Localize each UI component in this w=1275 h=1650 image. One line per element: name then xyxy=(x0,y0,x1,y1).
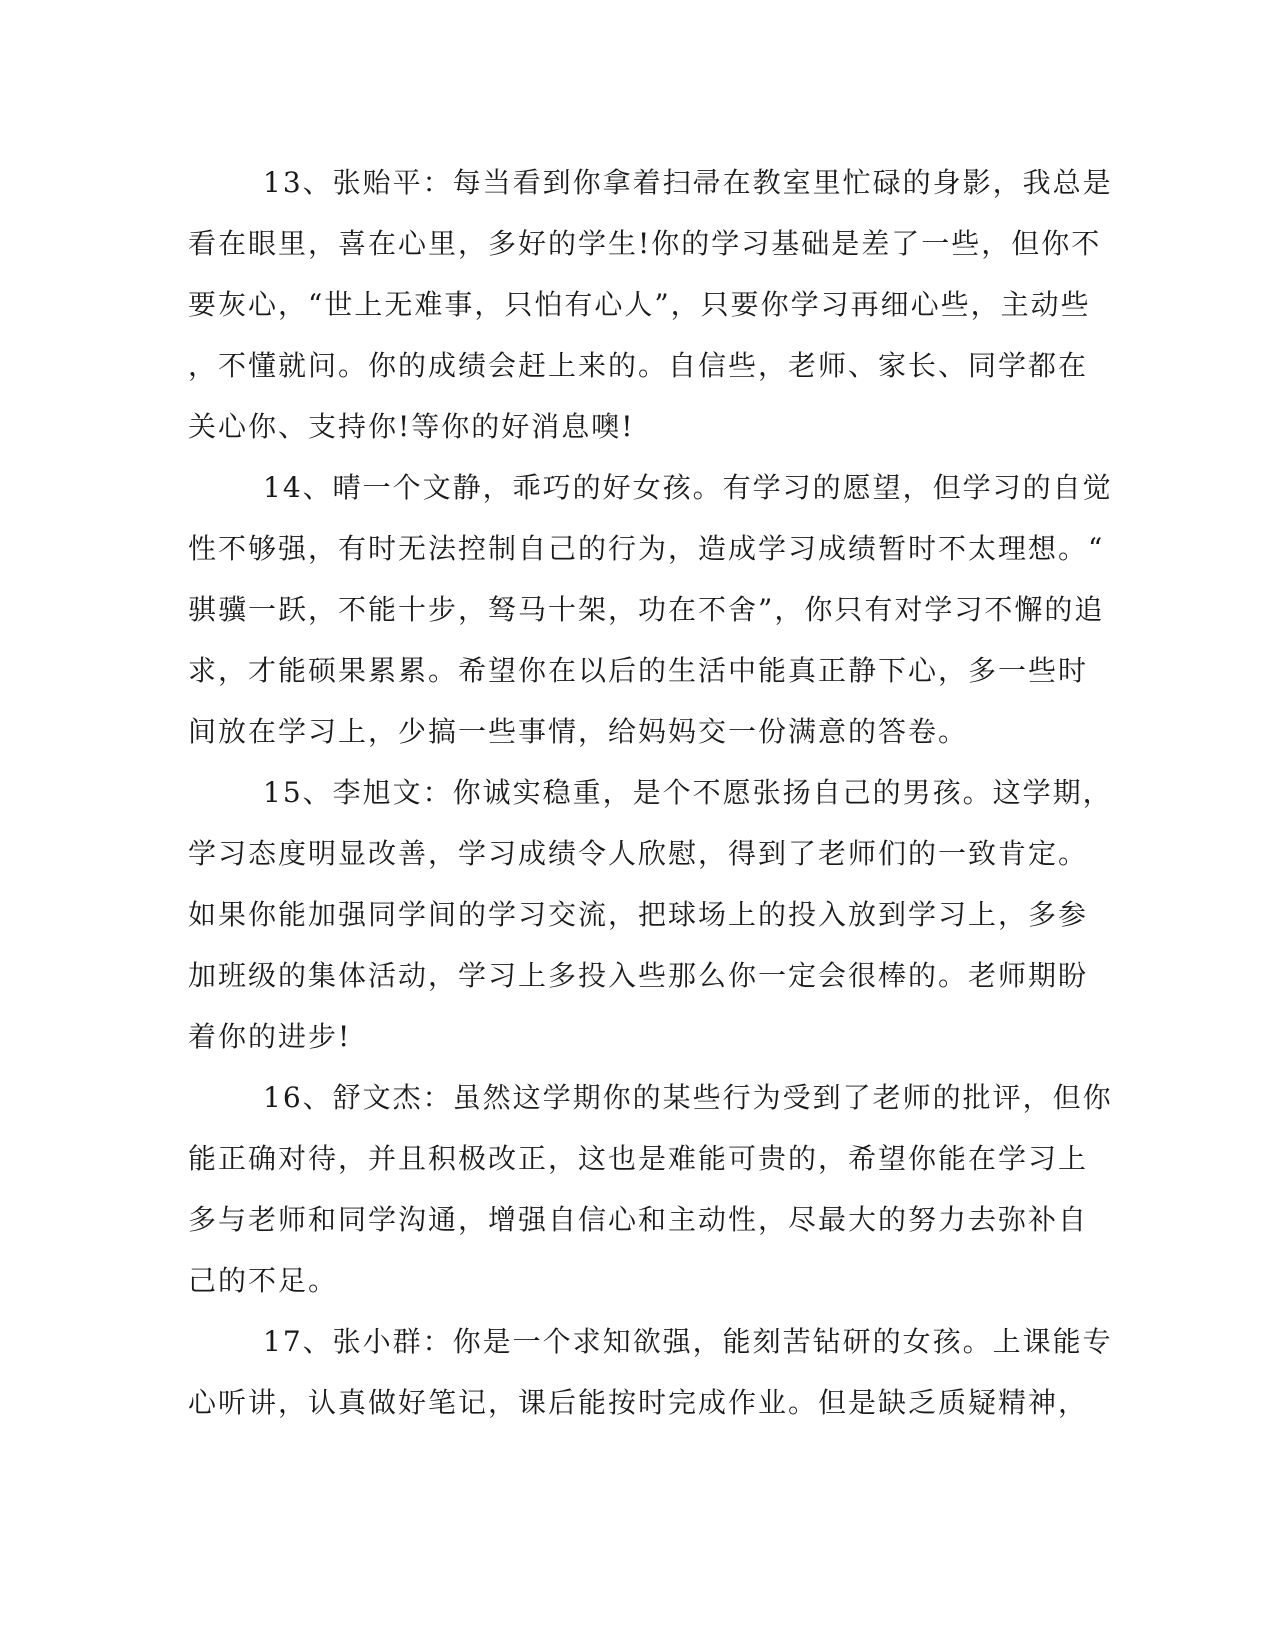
paragraph-line: 学习态度明显改善，学习成绩令人欣慰，得到了老师们的一致肯定。 xyxy=(188,837,1089,870)
paragraph-line: 着你的进步! xyxy=(188,1020,352,1053)
paragraph-line: 要灰心，“世上无难事，只怕有心人”，只要你学习再细心些，主动些 xyxy=(188,288,1091,321)
document-body xyxy=(188,152,1113,1433)
paragraph-line: 看在眼里，喜在心里，多好的学生!你的学习基础是差了一些，但你不 xyxy=(188,227,1102,260)
comment-paragraph-14 xyxy=(188,457,1113,762)
paragraph-line: 能正确对待，并且积极改正，这也是难能可贵的，希望你能在学习上 xyxy=(188,1142,1089,1175)
paragraph-line: 多与老师和同学沟通，增强自信心和主动性，尽最大的努力去弥补自 xyxy=(188,1203,1089,1236)
paragraph-line: 加班级的集体活动，学习上多投入些那么你一定会很棒的。老师期盼 xyxy=(188,959,1089,992)
paragraph-line: 求，才能硕果累累。希望你在以后的生活中能真正静下心，多一些时 xyxy=(188,654,1089,687)
paragraph-line: 16、舒文杰：虽然这学期你的某些行为受到了老师的批评，但你 xyxy=(263,1081,1113,1114)
comment-paragraph-17 xyxy=(188,1311,1113,1433)
paragraph-line: 己的不足。 xyxy=(188,1264,339,1297)
paragraph-line: 如果你能加强同学间的学习交流，把球场上的投入放到学习上，多参 xyxy=(188,898,1089,931)
paragraph-line: ，不懂就问。你的成绩会赶上来的。自信些，老师、家长、同学都在 xyxy=(188,349,1089,382)
paragraph-line: 骐骥一跃，不能十步，驽马十架，功在不舍”，你只有对学习不懈的追 xyxy=(188,593,1105,626)
paragraph-line: 17、张小群：你是一个求知欲强，能刻苦钻研的女孩。上课能专 xyxy=(263,1325,1113,1358)
paragraph-line: 14、晴一个文静，乖巧的好女孩。有学习的愿望，但学习的自觉 xyxy=(263,471,1113,504)
paragraph-line: 13、张贻平：每当看到你拿着扫帚在教室里忙碌的身影，我总是 xyxy=(263,166,1113,199)
comment-paragraph-15 xyxy=(188,762,1113,1067)
comment-paragraph-13 xyxy=(188,152,1113,457)
paragraph-line: 关心你、支持你!等你的好消息噢! xyxy=(188,410,635,443)
paragraph-line: 15、李旭文：你诚实稳重，是个不愿张扬自己的男孩。这学期， xyxy=(263,776,1113,809)
paragraph-line: 心听讲，认真做好笔记，课后能按时完成作业。但是缺乏质疑精神， xyxy=(188,1386,1089,1419)
paragraph-line: 性不够强，有时无法控制自己的行为，造成学习成绩暂时不太理想。“ xyxy=(188,532,1105,565)
comment-paragraph-16 xyxy=(188,1067,1113,1311)
paragraph-line: 间放在学习上，少搞一些事情，给妈妈交一份满意的答卷。 xyxy=(188,715,969,748)
